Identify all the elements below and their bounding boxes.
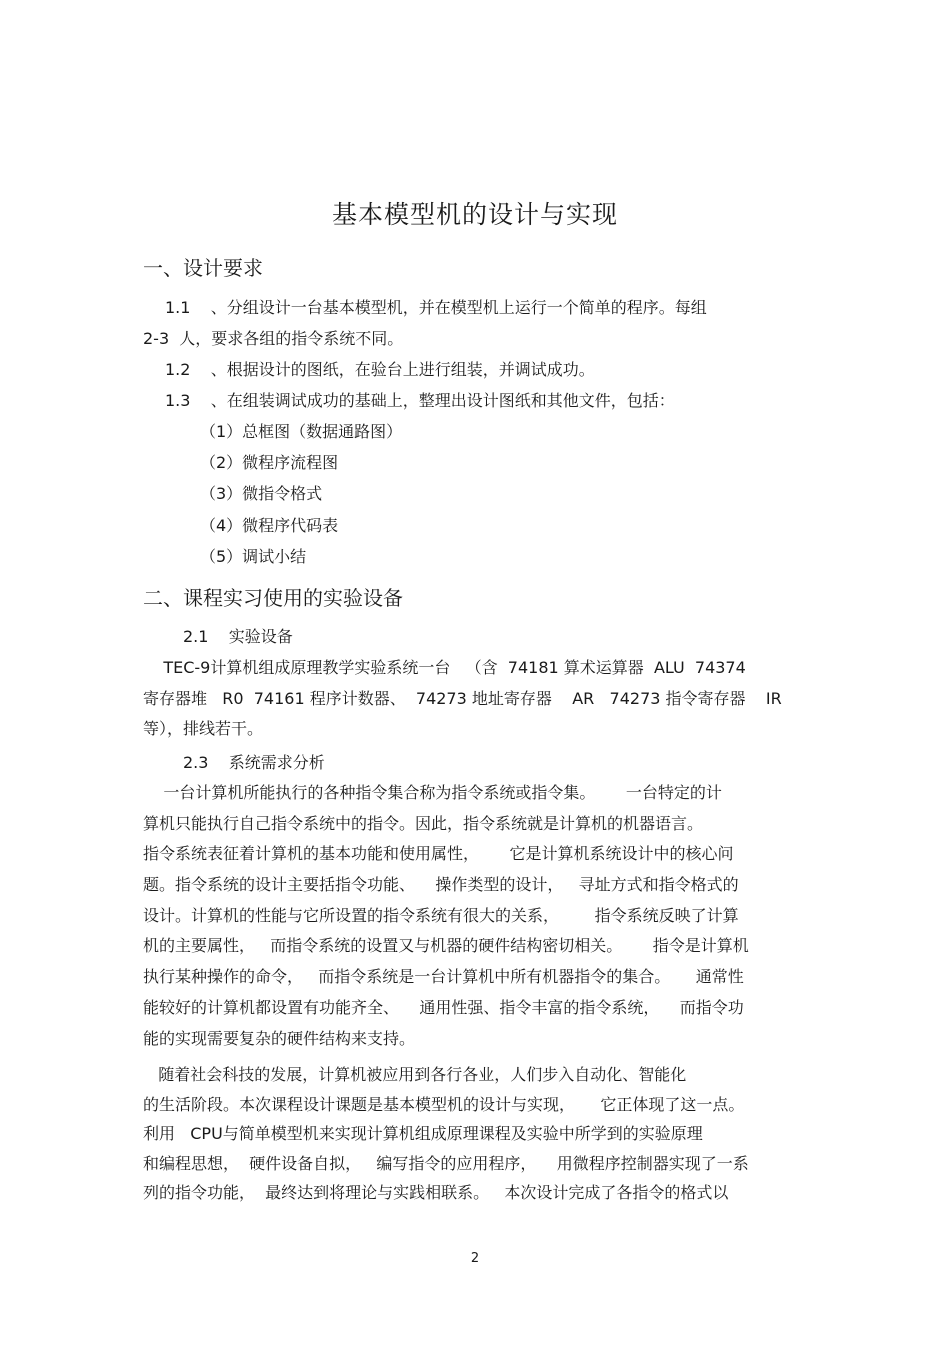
deliverable-item: （2）微程序流程图	[200, 453, 339, 472]
paragraph-line: 列的指令功能， 最终达到将理论与实践相联系。 本次设计完成了各指令的格式以	[143, 1183, 729, 1202]
deliverable-item: （1）总框图（数据通路图）	[200, 422, 403, 441]
deliverable-item: （3）微指令格式	[200, 484, 323, 503]
section-heading-design-requirements: 一、设计要求	[143, 256, 263, 280]
paragraph-line: TEC-9计算机组成原理教学实验系统一台 （含 74181 算术运算器 ALU 74374	[143, 658, 746, 677]
paragraph-line: 的生活阶段。本次课程设计课题是基本模型机的设计与实现， 它正体现了这一点。	[143, 1094, 745, 1114]
equipment-paragraph	[143, 653, 813, 745]
paragraph-line: 随着社会科技的发展，计算机被应用到各行各业，人们步入自动化、智能化	[143, 1065, 687, 1084]
paragraph-line: 执行某种操作的命令， 而指令系统是一台计算机中所有机器指令的集合。 通常性	[143, 967, 744, 987]
paragraph-line: 等），排线若干。	[143, 719, 264, 739]
paragraph-line: 题。指令系统的设计主要括指令功能、 操作类型的设计， 寻址方式和指令格式的	[143, 875, 739, 895]
paragraph-line: 能的实现需要复杂的硬件结构来支持。	[143, 1028, 416, 1048]
paragraph-line: 设计。计算机的性能与它所设置的指令系统有很大的关系， 指令系统反映了计算	[143, 905, 739, 925]
requirement-1-1-line-2: 2-3 人，要求各组的指令系统不同。	[143, 329, 404, 348]
paragraph-line: 机的主要属性， 而指令系统的设置又与机器的硬件结构密切相关。 指令是计算机	[143, 936, 749, 956]
subsection-2-3: 2.3 系统需求分析	[183, 753, 325, 772]
requirement-1-1-line-1: 1.1 、分组设计一台基本模型机，并在模型机上运行一个简单的程序。每组	[165, 298, 707, 317]
document-title: 基本模型机的设计与实现	[331, 200, 618, 229]
paragraph-line: 寄存器堆 R0 74161 程序计数器、 74273 地址寄存器 AR 74273 指令寄存器 IR	[143, 688, 782, 708]
paragraph-line: 能较好的计算机都设置有功能齐全、 通用性强、指令丰富的指令系统， 而指令功	[143, 997, 744, 1017]
paragraph-line: 算机只能执行自己指令系统中的指令。因此，指令系统就是计算机的机器语言。	[143, 813, 704, 833]
requirements-analysis-paragraph	[143, 778, 813, 1054]
deliverable-item: （4）微程序代码表	[200, 516, 339, 535]
paragraph-line: 利用 CPU与简单模型机来实现计算机组成原理课程及实验中所学到的实验原理	[143, 1124, 703, 1143]
paragraph-line: 一台计算机所能执行的各种指令集合称为指令系统或指令集。 一台特定的计	[143, 783, 722, 802]
requirement-1-2: 1.2 、根据设计的图纸，在验台上进行组装，并调试成功。	[165, 360, 595, 379]
paragraph-line: 和编程思想， 硬件设备自拟， 编写指令的应用程序， 用微程序控制器实现了一系	[143, 1153, 749, 1173]
paragraph-line: 指令系统表征着计算机的基本功能和使用属性， 它是计算机系统设计中的核心问	[143, 844, 734, 864]
section-heading-lab-equipment: 二、课程实习使用的实验设备	[143, 586, 403, 610]
deliverable-item: （5）调试小结	[200, 547, 307, 566]
requirement-1-3: 1.3 、在组装调试成功的基础上，整理出设计图纸和其他文件，包括：	[165, 391, 675, 410]
development-paragraph	[143, 1060, 813, 1208]
page-number: 2	[470, 1251, 480, 1266]
subsection-2-1: 2.1 实验设备	[183, 627, 293, 646]
